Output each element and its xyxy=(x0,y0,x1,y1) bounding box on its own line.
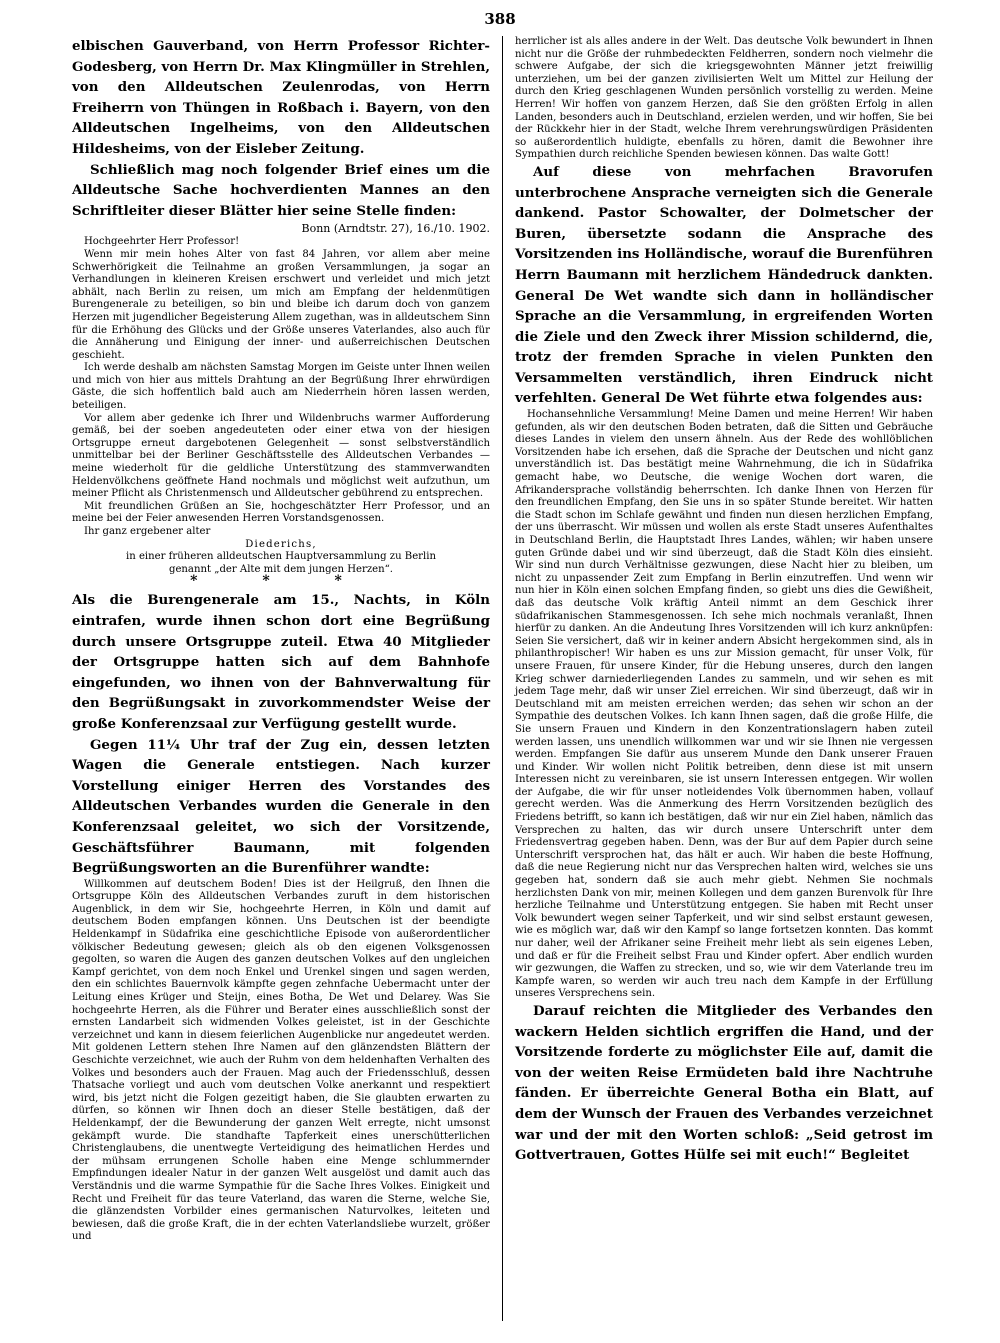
arrival-paragraph: Als die Burengenerale am 15., Nachts, in Köln eintrafen, wurde ihnen schon dort eine Begrüßung durch unsere Ortsgruppe zuteil. Etwa 40 Mitglieder der Ortsgruppe hatten sich auf dem Bahnhofe eingefunden, wo ihnen von der Bahnverwaltung für den Begrüßungsakt in zuvorkommendster Weise der große Konferenzsaal zur Verfügung gestellt wurde. xyxy=(72,592,490,732)
closing-paragraph: Darauf reichten die Mitglieder des Verbandes den wackern Helden sichtlich ergriffen die Hand, und der Vorsitzende forderte zu möglichster Eile auf, damit die von der weiten Reise Ermüdeten bald ihre Nachtruhe fänden. Er überreichte General Botha ein Blatt, auf dem der Wunsch der Frauen des Verbandes verzeichnet war und der mit den Worten schloß: „Seid getrost im Gottvertrauen, Gottes Hülfe sei mit euch!“ Begleitet xyxy=(515,1002,933,1164)
response-paragraph: Auf diese von mehrfachen Bravorufen unterbrochene Ansprache verneigten sich die Generale dankend. Pastor Schowalter, der Dolmetscher der Buren, übersetzte sodann die Ansprache des Vorsitzenden ins Holländische, worauf die Burenführen Herrn Baumann mit herzlichem Händedruck dankten. General De Wet wandte sich dann in holländischer Sprache an die Versammlung, in ergreifenden Worten die Ziele und den Zweck ihrer Mission schildernd, die, trotz der fremden Sprache in vielen Punkten den Versammelten verständlich, ihren Eindruck nicht verfehlten. General De Wet führte etwa folgendes aus: xyxy=(515,163,933,407)
letter-signature-name: Diederichs, xyxy=(245,538,317,550)
welcome-speech: Willkommen auf deutschem Boden! Dies ist der Heilgruß, den Ihnen die Ortsgruppe Köln des Alldeutschen Verbandes zuruft in dem historischen Augenblick, in dem wir Sie, hochgeehrte Herren, in Köln und damit auf deutschem Boden empfangen können. Uns Deutschen ist der beendigte Heldenkampf in Südafrika eine geschichtliche Episode von außerordentlicher völkischer Bedeutung gewesen; gleich als ob den eigenen Volksgenossen gegolten, so waren die Augen des ganzen deutschen Volkes auf den ungleichen Kampf gerichtet, von dem noch Enkel und Urenkel singen und sagen werden, den ein schlichtes Bauernvolk kämpfte gegen zehnfache Uebermacht unter der Leitung eines Krüger und Steijn, eines Botha, De Wet und Delarey. Was Sie hochgeehrte Herren, als die Führer und Berater eines ausschließlich sonst der ernsten Landarbeit sich widmenden Volkes geleistet, ist in der Geschichte verzeichnet und kann in diesem feierlichen Augenblicke nur angedeutet werden. Mit goldenen Lettern stehen Ihre Namen auf den glänzendsten Blättern der Geschichte verzeichnet, wie auch der Ruhm von dem heldenhaften Verhalten des Volkes und besonders auch der Frauen. Mag auch der Friedensschluß, dessen Thatsache vorliegt und auch vom deutschen Volke anerkannt und respektiert wird, bis jetzt nicht die Folgen gezeitigt haben, die Sie glaubten erwarten zu dürfen, so können wir Ihnen doch an dieser Stelle bestätigen, daß der Heldenkampf, der die Bewunderung der ganzen Welt erregte, nicht umsonst gekämpft wurde. Die standhafte Tapferkeit eines unerschütterlichen Christenglaubens, die unentwegte Verteidigung des heimatlichen Herdes und der mühsam errungenen Scholle haben eine Menge schlummernder Empfindungen idealer Natur in der ganzen Welt ausgelöst und damit auch das Verständnis und die warme Sympathie für die Sache Ihres Volkes. Einigkeit und Recht und Freiheit für das teure Vaterland, das waren die Sterne, welche Sie, die glänzendsten Vorbilder eines germanischen Naturvolkes, leiteten und bewiesen, daß die große Kraft, die in der echten Vaterlandsliebe wurzelt, größer und xyxy=(72,878,490,1243)
welcome-speech-continued: herrlicher ist als alles andere in der Welt. Das deutsche Volk bewundert in Ihnen nicht nur die Größe der ruhmbedeckten Feldherren, sondern noch vielmehr die schwere Aufgabe, der sich die kriegsgewohnten Männer jetzt freiwillig unterziehen, um bei der ganzen zivilisierten Welt um Mittel zur Heilung der durch den Krieg geschlagenen Wunden persönlich vorstellig zu werden. Meine Herren! Wir hoffen von ganzem Herzen, daß Sie den größten Erfolg in allen Landen, besonders auch in Deutschland, erzielen werden, und wir hoffen, Sie bei der Rückkehr hier in der Stadt, welche Ihrem verehrungswürdigen Präsidenten so außerordentlich huldigte, ebenfalls zu hören, damit die Bewohner ihre Sympathien durch reichliche Spenden bewiesen können. Das walte Gott! xyxy=(515,36,933,161)
letter-paragraph: Vor allem aber gedenke ich Ihrer und Wildenbruchs warmer Aufforderung gemäß, bei der soeben angedeuteten oder einer etwa von der hiesigen Ortsgruppe erneut dargebotenen Gelegenheit — sonst selbstverständlich unmittelbar bei der Berliner Geschäftsstelle des Alldeutschen Verbandes — meine wiederholt für die geldliche Unterstützung des stammverwandten Heldenvölkchens geöffnete Hand nochmals und möglichst weit aufzuthun, um meiner Pflicht als Christenmensch und Alldeutscher gebührend zu entsprechen. xyxy=(72,412,490,500)
letter-paragraph: Ich werde deshalb am nächsten Samstag Morgen im Geiste unter Ihnen weilen und mich von hier aus mittels Drahtung an der Begrüßung Ihrer ehrwürdigen Gäste, die sich hoffentlich bald auch am Niederrhein hören lassen werden, beteiligen. xyxy=(72,362,490,412)
greeting-paragraph: Gegen 11¼ Uhr traf der Zug ein, dessen letzten Wagen die Generale entstiegen. Nach kurzer Vorstellung einiger Herren des Vorstandes des Alldeutschen Verbandes wurden die Generale in den Konferenzsaal geleitet, wo sich der Vorsitzende, Geschäftsführer Baumann, mit folgenden Begrüßungsworten an die Burenführer wandte: xyxy=(72,736,490,877)
donor-list-paragraph: elbischen Gauverband, von Herrn Professor Richter-Godesberg, von Herrn Dr. Max Klingmüller in Strehlen, von den Alldeutschen Zeulenrodas, von Herrn Freiherrn von Thüngen in Roßbach i. Bayern, von den Alldeutschen Ingelheims, von den Alldeutschen Hildesheims, von der Eisleber Zeitung. xyxy=(72,38,490,157)
letter-place-date: Bonn (Arndtstr. 27), 16./10. 1902. xyxy=(301,222,490,236)
letter-paragraph: Wenn mir mein hohes Alter von fast 84 Jahren, vor allem aber meine Schwerhörigkeit die Teilnahme an großen Versammlungen, ja sogar an Verhandlungen in kleineren Kreisen erschwert und verleidet und mich jetzt abhält, nach Berlin zu reisen, um mich am Empfang der heldenmütigen Burengenerale zu beteiligen, so bin und bleibe ich darum doch von ganzem Herzen mit jugendlicher Begeisterung Allem zugethan, was in alldeutschem Sinn für die Erhöhung des Glücks und der Größe unseres Vaterlandes, also auch für die Annäherung und Einigung der inner- und außerreichischen Deutschen geschieht. xyxy=(72,248,490,361)
page-number: 388 xyxy=(484,10,516,28)
right-column xyxy=(515,36,933,1166)
letter-salutation: Hochgeehrter Herr Professor! xyxy=(84,236,240,248)
de-wet-speech: Hochansehnliche Versammlung! Meine Damen und meine Herren! Wir haben gefunden, als wir den deutschen Boden betraten, daß die Sitten und Gebräuche dieses Landes in vielem den unsern ähneln. Aus der Rede des wohllöblichen Vorsitzenden habe ich ersehen, daß die Sprache der Deutschen und nicht ganz unverständlich ist. Das bestätigt meine Wahrnehmung, die ich in Südafrika gemacht habe, wo Deutsche, die wenige Wochen dort waren, die Afrikandersprache vollständig beherrschten. Ich danke Ihnen von Herzen für den freundlichen Empfang, den Sie uns in so später Stunde bereitet. Wir hatten die Stadt schon im Schlafe gewähnt und finden nun diesen herzlichen Empfang, der uns überrascht. Wir müssen und wollen als erste Stadt unseres Aufenthaltes in Deutschland Berlin, die Hauptstadt Ihres Landes, wählen; wir haben unsere guten Gründe dabei und wir sind überzeugt, daß die Stadt Köln dies einsieht. Wir sind nun durch Verhältnisse gezwungen, diese Nacht hier zu bleiben, um nicht zu unpassender Zeit zum Empfang in Berlin einzutreffen. Und wenn wir nun hier in Köln einen solchen Empfang finden, so giebt uns dies die Gewißheit, daß das deutsche Volk kräftig Anteil nimmt an dem Geschick ihrer südafrikanischen Stammesgenossen. Ich sehe mich nochmals veranlaßt, Ihnen hierfür zu danken. An die Andeutung Ihres Vorsitzenden will ich kurz anknüpfen: Seien Sie versichert, daß wir in keiner andern Absicht hergekommen sind, als in philanthropischer! Wir haben es uns zur Mission gemacht, für unser Volk, für unsere Frauen, für unsere Kinder, für die Hebung unseres, durch den langen Krieg schwer darniederliegenden Landes zu sammeln, und wir sehen es mit jedem Tage mehr, daß wir unser Ziel erreichen. Wir sind überzeugt, daß wir in Deutschland mit am meisten erreichen werden; das sehen wir schon an der Sympathie des deutschen Volkes. Ich kann Ihnen sagen, daß die große Hilfe, die Sie unsern Frauen und Kindern in den Konzentrationslagern haben zuteil werden lassen, uns unendlich willkommen war und wir sie Ihnen nie vergessen werden. Empfangen Sie dafür aus unserem Munde den Dank unserer Frauen und Kinder. Wir wollen nicht Politik betreiben, denn diese ist mit unsern Interessen nicht zu vereinbaren, sie ist unsern Interessen entgegen. Wir wollen der Aufgabe, die wir für unser notleidendes Volk übernommen haben, vollauf gerecht werden. Was die Anmerkung des Herrn Vorsitzenden bezüglich des Friedens betrifft, so kann ich bestätigen, daß wir nur ein Ziel haben, nämlich das Versprechen zu halten, das wir durch unsere Unterschrift unter dem Friedensvertrag gegeben haben. Denn, was der Bur auf dem Papier durch seine Unterschrift versprochen hat, das hält er auch. Wir haben die beste Hoffnung, daß die neue Regierung nicht nur das Versprechen halten wird, welches sie uns gegeben hat, sondern daß sie auch mehr giebt. Nehmen Sie nochmals herzlichsten Dank von mir, meinen Kollegen und dem ganzen Burenvolk für Ihre herzliche Teilnahme und Unterstützung entgegen. Sie haben mit Recht unser Volk bewundert wegen seiner Tapferkeit, und wir sind selbst erstaunt gewesen, wie es möglich war, daß wir den Kampf so lange fortsetzen konnten. Das kommt nur daher, weil der Afrikaner seine Freiheit mehr liebt als sein eigenes Leben, und daß er für die Freiheit selbst Frau und Kinder opfert. Aber endlich wurden wir gezwungen, die Waffen zu strecken, und so, wie wir dem Vaterlande treu im Kampfe waren, so werden wir auch treu nach dem Kampfe in der Erfüllung unseres Versprechens sein. xyxy=(515,409,933,1000)
left-column xyxy=(72,36,490,1244)
section-separator: * * * xyxy=(190,573,372,590)
letter-signature-line: genannt „der Alte mit dem jungen Herzen“. xyxy=(169,563,393,575)
letter-signature-line: in einer früheren alldeutschen Hauptversammlung zu Berlin xyxy=(126,551,436,563)
letter-intro-paragraph: Schließlich mag noch folgender Brief eines um die Alldeutsche Sache hochverdienten Mannes an den Schriftleiter dieser Blätter hier seine Stelle finden: xyxy=(72,161,490,219)
letter-closing: Ihr ganz ergebener alter xyxy=(84,526,211,537)
letter-paragraph: Mit freundlichen Grüßen an Sie, hochgeschätzter Herr Professor, und an meine bei der Feier anwesenden Herren Vorstandsgenossen. xyxy=(72,500,490,525)
column-divider xyxy=(502,36,503,1321)
